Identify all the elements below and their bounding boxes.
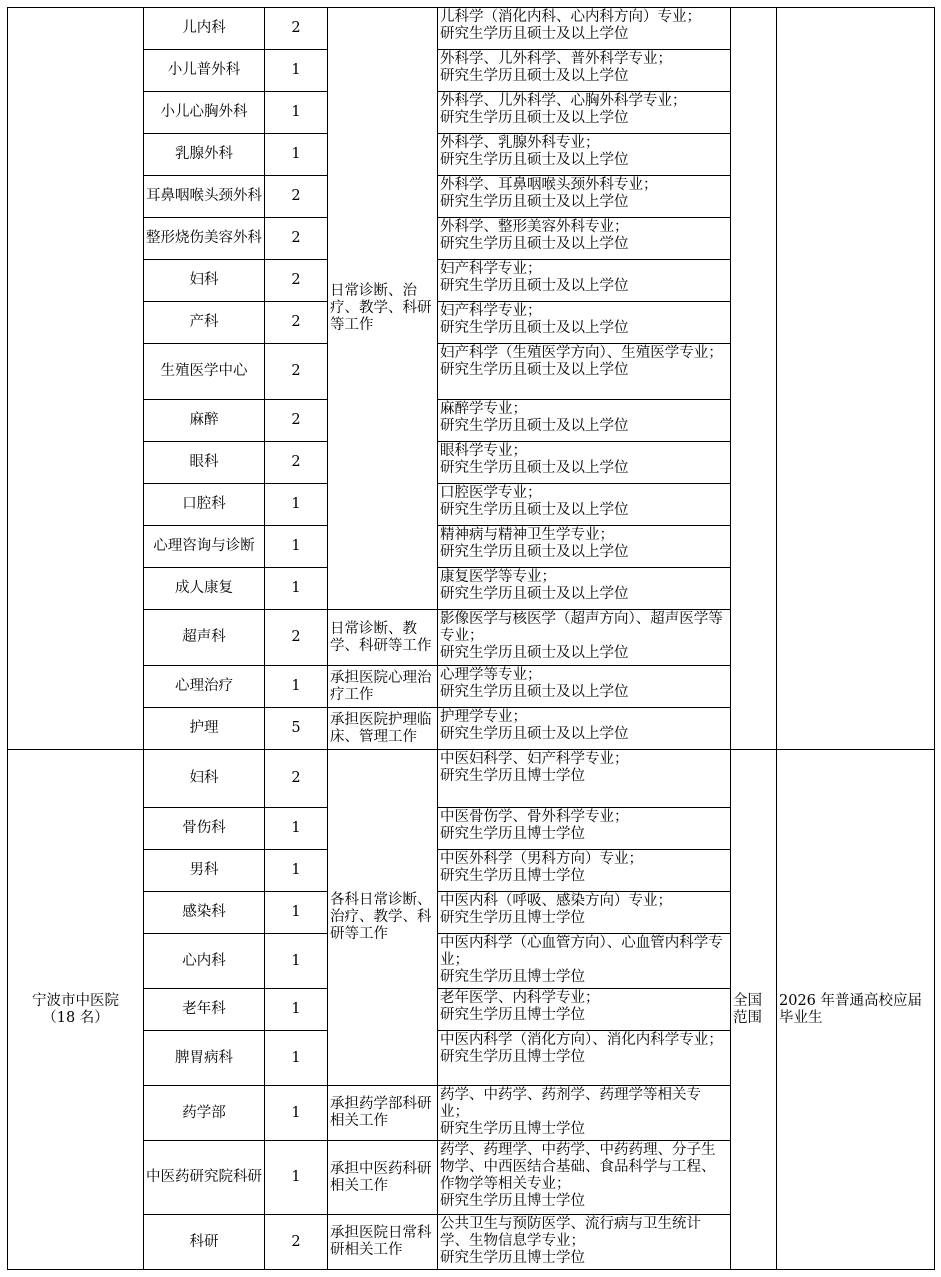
count-cell: 1	[265, 1141, 328, 1215]
count-cell: 1	[265, 850, 328, 892]
requirement-cell: 外科学、儿外科学、心胸外科学专业； 研究生学历且硕士及以上学位	[438, 92, 731, 134]
count-cell: 1	[265, 666, 328, 708]
duty-cell: 承担医院护理临床、管理工作	[328, 708, 438, 750]
duty-cell: 日常诊断、教学、科研等工作	[328, 610, 438, 666]
dept-cell: 小儿普外科	[144, 50, 265, 92]
dept-cell: 心理治疗	[144, 666, 265, 708]
count-cell: 2	[265, 176, 328, 218]
dept-cell: 超声科	[144, 610, 265, 666]
requirement-cell: 妇产科学专业； 研究生学历且硕士及以上学位	[438, 302, 731, 344]
duty-cell: 承担医院心理治疗工作	[328, 666, 438, 708]
count-cell: 1	[265, 808, 328, 850]
unit-cell-continued	[8, 8, 144, 750]
count-cell: 2	[265, 610, 328, 666]
count-cell: 1	[265, 1086, 328, 1141]
dept-cell: 儿内科	[144, 8, 265, 50]
requirement-cell: 外科学、儿外科学、普外科学专业； 研究生学历且硕士及以上学位	[438, 50, 731, 92]
count-cell: 1	[265, 568, 328, 610]
duty-cell: 承担药学部科研相关工作	[328, 1086, 438, 1141]
requirement-cell: 影像医学与核医学（超声方向）、超声医学等专业； 研究生学历且硕士及以上学位	[438, 610, 731, 666]
count-cell: 2	[265, 302, 328, 344]
requirement-cell: 妇产科学专业； 研究生学历且硕士及以上学位	[438, 260, 731, 302]
dept-cell: 整形烧伤美容外科	[144, 218, 265, 260]
requirement-cell: 中医外科学（男科方向）专业； 研究生学历且博士学位	[438, 850, 731, 892]
dept-cell: 麻醉	[144, 400, 265, 442]
requirement-cell: 中医妇科学、妇产科学专业； 研究生学历且博士学位	[438, 750, 731, 808]
recruitment-table	[7, 7, 935, 1270]
count-cell: 2	[265, 750, 328, 808]
dept-cell: 药学部	[144, 1086, 265, 1141]
dept-cell: 护理	[144, 708, 265, 750]
target-cell-continued	[777, 8, 935, 750]
count-cell: 1	[265, 526, 328, 568]
dept-cell: 妇科	[144, 260, 265, 302]
scope-cell: 全国范围	[731, 750, 777, 1270]
table-row	[8, 8, 935, 50]
count-cell: 1	[265, 92, 328, 134]
count-cell: 2	[265, 400, 328, 442]
count-cell: 1	[265, 892, 328, 934]
dept-cell: 生殖医学中心	[144, 344, 265, 400]
count-cell: 2	[265, 218, 328, 260]
requirement-cell: 口腔医学专业； 研究生学历且硕士及以上学位	[438, 484, 731, 526]
count-cell: 1	[265, 989, 328, 1031]
requirement-cell: 康复医学等专业； 研究生学历且硕士及以上学位	[438, 568, 731, 610]
count-cell: 2	[265, 260, 328, 302]
count-cell: 1	[265, 134, 328, 176]
requirement-cell: 中医内科学（消化方向）、消化内科学专业； 研究生学历且博士学位	[438, 1031, 731, 1086]
requirement-cell: 外科学、耳鼻咽喉头颈外科专业； 研究生学历且硕士及以上学位	[438, 176, 731, 218]
duty-cell: 日常诊断、治疗、教学、科研等工作	[328, 8, 438, 610]
count-cell: 1	[265, 484, 328, 526]
unit-cell: 宁波市中医院 （18 名）	[8, 750, 144, 1270]
dept-cell: 小儿心胸外科	[144, 92, 265, 134]
dept-cell: 产科	[144, 302, 265, 344]
dept-cell: 乳腺外科	[144, 134, 265, 176]
requirement-cell: 药学、中药学、药剂学、药理学等相关专业； 研究生学历且博士学位	[438, 1086, 731, 1141]
dept-cell: 科研	[144, 1215, 265, 1270]
duty-cell: 各科日常诊断、治疗、教学、科研等工作	[328, 750, 438, 1086]
count-cell: 2	[265, 8, 328, 50]
dept-cell: 耳鼻咽喉头颈外科	[144, 176, 265, 218]
requirement-cell: 心理学等专业； 研究生学历且硕士及以上学位	[438, 666, 731, 708]
requirement-cell: 中医内科学（心血管方向）、心血管内科学专业； 研究生学历且博士学位	[438, 934, 731, 989]
scope-cell-continued	[731, 8, 777, 750]
dept-cell: 老年科	[144, 989, 265, 1031]
dept-cell: 心理咨询与诊断	[144, 526, 265, 568]
dept-cell: 感染科	[144, 892, 265, 934]
requirement-cell: 外科学、乳腺外科专业； 研究生学历且硕士及以上学位	[438, 134, 731, 176]
requirement-cell: 儿科学（消化内科、心内科方向）专业； 研究生学历且硕士及以上学位	[438, 8, 731, 50]
dept-cell: 男科	[144, 850, 265, 892]
table-row	[8, 750, 935, 808]
requirement-cell: 妇产科学（生殖医学方向）、生殖医学专业； 研究生学历且硕士及以上学位	[438, 344, 731, 400]
requirement-cell: 外科学、整形美容外科专业； 研究生学历且硕士及以上学位	[438, 218, 731, 260]
count-cell: 1	[265, 934, 328, 989]
requirement-cell: 中医骨伤学、骨外科学专业； 研究生学历且博士学位	[438, 808, 731, 850]
dept-cell: 成人康复	[144, 568, 265, 610]
dept-cell: 心内科	[144, 934, 265, 989]
requirement-cell: 眼科学专业； 研究生学历且硕士及以上学位	[438, 442, 731, 484]
requirement-cell: 精神病与精神卫生学专业； 研究生学历且硕士及以上学位	[438, 526, 731, 568]
requirement-cell: 公共卫生与预防医学、流行病与卫生统计学、生物信息学专业； 研究生学历且博士学位	[438, 1215, 731, 1270]
dept-cell: 脾胃病科	[144, 1031, 265, 1086]
requirement-cell: 中医内科（呼吸、感染方向）专业； 研究生学历且博士学位	[438, 892, 731, 934]
dept-cell: 骨伤科	[144, 808, 265, 850]
count-cell: 2	[265, 1215, 328, 1270]
count-cell: 1	[265, 50, 328, 92]
dept-cell: 眼科	[144, 442, 265, 484]
count-cell: 1	[265, 1031, 328, 1086]
duty-cell: 承担医院日常科研相关工作	[328, 1215, 438, 1270]
count-cell: 5	[265, 708, 328, 750]
count-cell: 2	[265, 442, 328, 484]
dept-cell: 口腔科	[144, 484, 265, 526]
requirement-cell: 麻醉学专业； 研究生学历且硕士及以上学位	[438, 400, 731, 442]
requirement-cell: 药学、药理学、中药学、中药药理、分子生物学、中西医结合基础、食品科学与工程、作物学等相关专业； 研究生学历且博士学位	[438, 1141, 731, 1215]
requirement-cell: 护理学专业； 研究生学历且硕士及以上学位	[438, 708, 731, 750]
target-cell: 2026 年普通高校应届毕业生	[777, 750, 935, 1270]
count-cell: 2	[265, 344, 328, 400]
requirement-cell: 老年医学、内科学专业； 研究生学历且博士学位	[438, 989, 731, 1031]
dept-cell: 妇科	[144, 750, 265, 808]
duty-cell: 承担中医药科研相关工作	[328, 1141, 438, 1215]
dept-cell: 中医药研究院科研	[144, 1141, 265, 1215]
